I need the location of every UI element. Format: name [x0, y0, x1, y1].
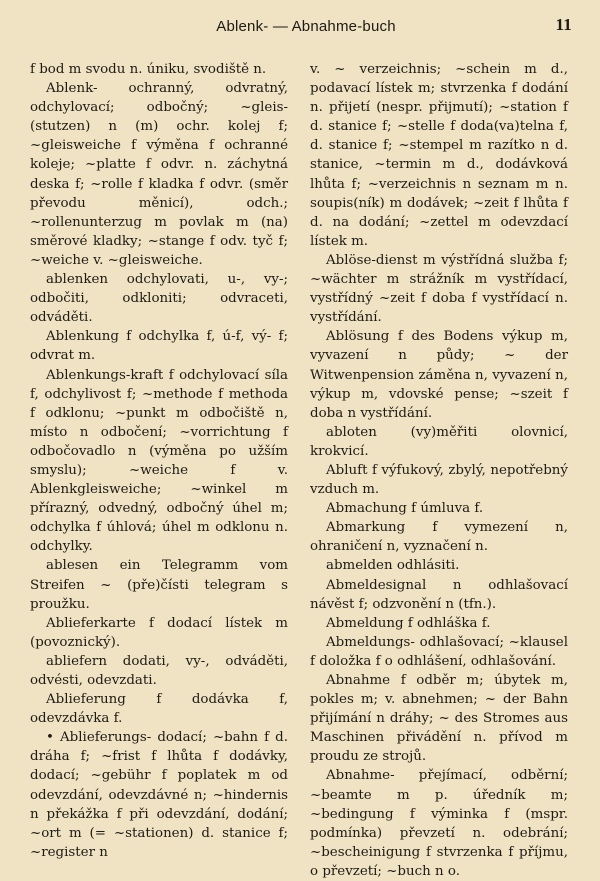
dictionary-entry: Abmeldesignal n odhlašovací návěst f; odzvonění n (tfn.). [310, 577, 568, 612]
page-header [40, 14, 572, 38]
dictionary-entry: Ablenkung f odchylka f, ú-f, vý- f; odvrat m. [30, 329, 288, 364]
dictionary-entry: Ablieferkarte f dodací lístek m (povoznický). [30, 615, 288, 650]
dictionary-entry: abloten (vy)měřiti olovnicí, krokvicí. [310, 424, 568, 459]
dictionary-entry: Abmachung f úmluva f. [326, 501, 484, 517]
dictionary-entry: Ablenkungs-kraft f odchylovací síla f, odchylivost f; ~methode f methoda f odklonu; ~punkt m odbočiště n, místo n odbočení; ~vorrichtung f odbočovadlo n (výměna po užším smyslu); ~weiche f v. Ablenkgleisweiche; ~winkel m přírazný, odvedný, odbočný úhel m; odchylka f úhlová; úhel m odklonu n. odchylky. [30, 367, 288, 555]
left-column [30, 60, 288, 862]
page-number: 11 [555, 15, 572, 34]
dictionary-entry: • Ablieferungs- dodací; ~bahn f d. dráha f; ~frist f lhůta f dodávky, dodací; ~gebühr f poplatek m od odevzdání, odevzdávné n; ~hindernis n překážka f při odevzdání, dodání; ~ort m (= ~stationen) d. stanice f; ~register n [30, 730, 288, 860]
dictionary-entry: Ablieferung f dodávka f, odevzdávka f. [30, 692, 288, 727]
dictionary-entry: abliefern dodati, vy-, odváděti, odvésti, odevzdati. [30, 653, 288, 688]
dictionary-entry: Abmeldungs- odhlašovací; ~klausel f doložka f o odhlášení, odhlašování. [310, 634, 568, 669]
dictionary-entry: Abmarkung f vymezení n, ohraničení n, vyznačení n. [310, 520, 568, 555]
dictionary-entry: Ablenk- ochranný, odvratný, odchylovací; odbočný; ~gleis-(stutzen) n (m) ochr. kolej f; ~gleisweiche f výměna f ochranné koleje; ~platte f odvr. n. záchytná deska f; ~rolle f kladka f odvr. (směr převodu měnicí), odch.; ~rollenunterzug m povlak m (na) směrové kladky; ~stange f odv. tyč f; ~weiche v. ~gleisweiche. [30, 81, 288, 268]
dictionary-entry: Abnahme- přejímací, odběrní; ~beamte m p. úředník m; ~bedingung f výminka f (mspr. podmínka) převzetí n. odebrání; ~bescheinigung f stvrzenka f příjmu, o převzetí; ~buch n o. [310, 768, 568, 879]
dictionary-entry: ablenken odchylovati, u-, vy-; odbočiti, odkloniti; odvraceti, odváděti. [30, 272, 288, 326]
dictionary-entry: v. ~ verzeichnis; ~schein m d., podavací lístek m; stvrzenka f dodání n. přijetí (nespr. přijmutí); ~station f d. stanice f; ~stelle f doda(va)telna f, d. stanice f; ~stempel m razítko n d. stanice, ~termin m d., dodávková lhůta f; ~verzeichnis n seznam m n. soupis(ník) m dodávek; ~zeit f lhůta f d. na dodání; ~zettel m odevzdací lístek m. [310, 62, 568, 249]
dictionary-entry: ablesen ein Telegramm vom Streifen ~ (pře)čísti telegram s proužku. [30, 558, 288, 612]
right-column [310, 60, 568, 881]
dictionary-entry: Abmeldung f odhláška f. [326, 615, 491, 631]
dictionary-entry: Ablösung f des Bodens výkup m, vyvazení n půdy; ~ der Witwenpension záměna n, vyvazení n, výkup m, vdovské pense; ~szeit f doba n vystřídání. [310, 329, 568, 421]
dictionary-entry: f bod m svodu n. úniku, svodiště n. [30, 62, 267, 77]
dictionary-entry: Abnahme f odběr m; úbytek m, pokles m; v. abnehmen; ~ der Bahn přijímání n dráhy; ~ des Stromes aus Maschinen přivádění n. přívod m proudu ze strojů. [310, 673, 568, 765]
dictionary-entry: Ablöse-dienst m výstřídná služba f; ~wächter m strážník m vystřídací, vystřídný ~zeit f doba f vystřídací n. vystřídání. [310, 252, 568, 326]
dictionary-entry: abmelden odhlásiti. [326, 558, 460, 574]
running-head: Ablenk- — Abnahme-buch [216, 17, 396, 35]
dictionary-entry: Abluft f výfukový, zbylý, nepotřebný vzduch m. [310, 462, 568, 498]
